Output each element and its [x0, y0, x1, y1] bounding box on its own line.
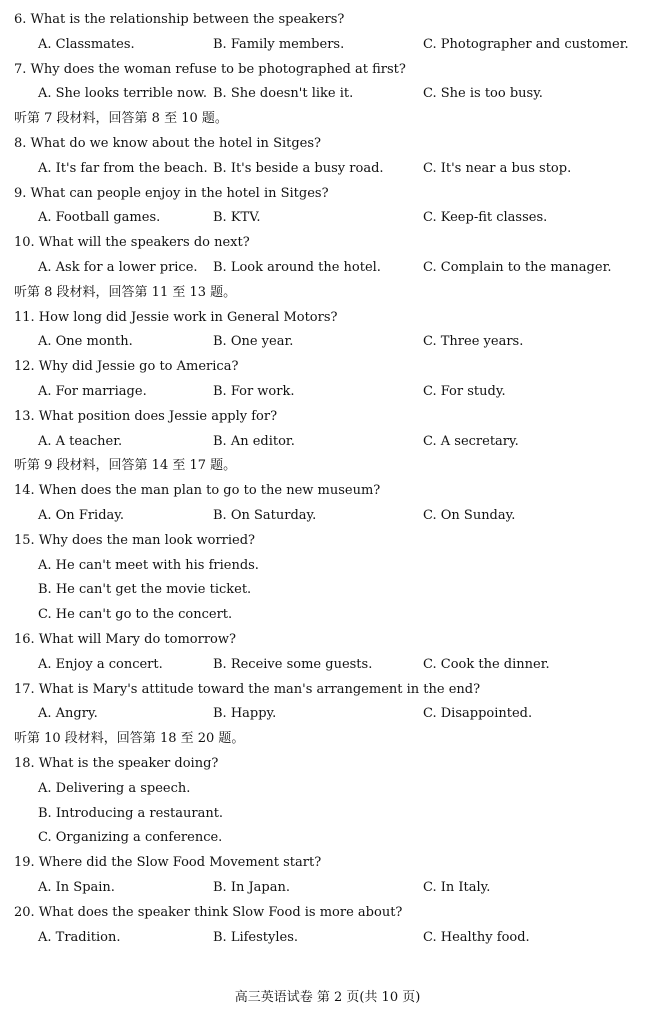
- question-text: 19. Where did the Slow Food Movement start?: [14, 855, 322, 871]
- option-a: A. Classmates.: [38, 36, 135, 52]
- option-b: B. KTV.: [213, 210, 261, 226]
- option-b: B. For work.: [213, 384, 295, 399]
- section-instruction-text: 听第 7 段材料，回答第 8 至 10 题。: [14, 111, 228, 127]
- section-instruction: [0, 109, 655, 129]
- option-b: B. One year.: [213, 334, 294, 350]
- question-stem: [0, 531, 655, 551]
- option-line: [0, 605, 655, 625]
- section-instruction-text: 听第 9 段材料，回答第 14 至 17 题。: [14, 458, 237, 474]
- question-text: 16. What will Mary do tomorrow?: [14, 632, 236, 647]
- option-a: A. Angry.: [38, 706, 98, 722]
- option-c: C. She is too busy.: [423, 86, 543, 102]
- option-c: C. Healthy food.: [423, 929, 530, 945]
- option-a: A. In Spain.: [38, 880, 115, 895]
- option-row: [0, 35, 655, 55]
- option-line: [0, 580, 655, 600]
- option-b: B. Receive some guests.: [213, 656, 373, 672]
- question-stem: [0, 184, 655, 204]
- option-b: B. It's beside a busy road.: [213, 160, 384, 176]
- question-text: 8. What do we know about the hotel in Sitges?: [14, 136, 322, 151]
- question-stem: [0, 481, 655, 501]
- option-a: A. Tradition.: [38, 929, 121, 945]
- option-a: A. On Friday.: [38, 508, 125, 523]
- question-stem: [0, 134, 655, 154]
- option-a: A. It's far from the beach.: [38, 160, 208, 176]
- question-text: 9. What can people enjoy in the hotel in Sitges?: [14, 185, 329, 201]
- section-instruction: [0, 729, 655, 749]
- question-text: 20. What does the speaker think Slow Food is more about?: [14, 904, 403, 920]
- option-row: [0, 506, 655, 526]
- option-c: C. For study.: [423, 384, 506, 399]
- option-a: A. A teacher.: [38, 433, 123, 449]
- option-a: A. Football games.: [38, 210, 161, 226]
- option-a: A. She looks terrible now.: [38, 86, 207, 102]
- option-c: C. It's near a bus stop.: [423, 160, 572, 176]
- option-a: A. One month.: [38, 334, 133, 350]
- option: B. Introducing a restaurant.: [38, 805, 224, 821]
- question-stem: [0, 853, 655, 873]
- option-line: [0, 556, 655, 576]
- option-row: [0, 928, 655, 948]
- option-row: [0, 84, 655, 104]
- option-row: [0, 655, 655, 675]
- option-c: C. In Italy.: [423, 880, 491, 895]
- option-row: [0, 878, 655, 898]
- option-row: [0, 704, 655, 724]
- question-text: 7. Why does the woman refuse to be photographed at first?: [14, 61, 406, 77]
- section-instruction: [0, 283, 655, 303]
- option-line: [0, 779, 655, 799]
- section-instruction: [0, 456, 655, 476]
- option-c: C. Cook the dinner.: [423, 656, 550, 672]
- question-stem: [0, 60, 655, 80]
- option-row: [0, 208, 655, 228]
- option-b: B. On Saturday.: [213, 508, 317, 523]
- section-instruction-text: 听第 8 段材料，回答第 11 至 13 题。: [14, 284, 237, 300]
- option-c: C. Three years.: [423, 334, 524, 350]
- option-b: B. Look around the hotel.: [213, 260, 381, 275]
- option: C. He can't go to the concert.: [38, 607, 233, 623]
- page-footer: 高三英语试卷 第 2 页(共 10 页): [234, 990, 421, 1005]
- question-text: 6. What is the relationship between the speakers?: [14, 12, 345, 27]
- question-text: 15. Why does the man look worried?: [14, 532, 256, 548]
- question-stem: [0, 233, 655, 253]
- option-b: B. Happy.: [213, 706, 277, 722]
- option-row: [0, 382, 655, 402]
- option-b: B. An editor.: [213, 433, 295, 449]
- option-row: [0, 159, 655, 179]
- option-c: C. Disappointed.: [423, 706, 533, 722]
- option-line: [0, 804, 655, 824]
- question-text: 12. Why did Jessie go to America?: [14, 359, 239, 375]
- option: C. Organizing a conference.: [38, 830, 223, 846]
- option-b: B. Lifestyles.: [213, 929, 299, 945]
- question-text: 14. When does the man plan to go to the new museum?: [14, 483, 381, 499]
- question-stem: [0, 680, 655, 700]
- option-a: A. For marriage.: [38, 384, 147, 399]
- question-stem: [0, 903, 655, 923]
- option: B. He can't get the movie ticket.: [38, 582, 252, 598]
- option-c: C. On Sunday.: [423, 508, 516, 523]
- option-c: C. Photographer and customer.: [423, 36, 629, 52]
- option-c: C. A secretary.: [423, 433, 519, 449]
- question-stem: [0, 630, 655, 650]
- option: A. Delivering a speech.: [38, 780, 191, 796]
- question-stem: [0, 357, 655, 377]
- option-b: B. In Japan.: [213, 880, 290, 895]
- question-text: 18. What is the speaker doing?: [14, 756, 219, 771]
- section-instruction-text: 听第 10 段材料，回答第 18 至 20 题。: [14, 731, 245, 747]
- question-stem: [0, 10, 655, 30]
- question-text: 10. What will the speakers do next?: [14, 235, 250, 251]
- option-a: A. Ask for a lower price.: [38, 260, 198, 275]
- question-stem: [0, 308, 655, 328]
- question-text: 17. What is Mary's attitude toward the man's arrangement in the end?: [14, 681, 481, 697]
- question-text: 13. What position does Jessie apply for?: [14, 408, 278, 424]
- option-b: B. Family members.: [213, 36, 345, 52]
- question-stem: [0, 407, 655, 427]
- option-a: A. Enjoy a concert.: [38, 656, 163, 672]
- option: A. He can't meet with his friends.: [38, 557, 259, 573]
- option-row: [0, 332, 655, 352]
- option-row: [0, 432, 655, 452]
- option-row: [0, 258, 655, 278]
- option-c: C. Complain to the manager.: [423, 260, 612, 275]
- option-c: C. Keep-fit classes.: [423, 210, 548, 226]
- option-line: [0, 828, 655, 848]
- question-text: 11. How long did Jessie work in General Motors?: [14, 309, 338, 325]
- question-stem: [0, 754, 655, 774]
- option-b: B. She doesn't like it.: [213, 86, 354, 102]
